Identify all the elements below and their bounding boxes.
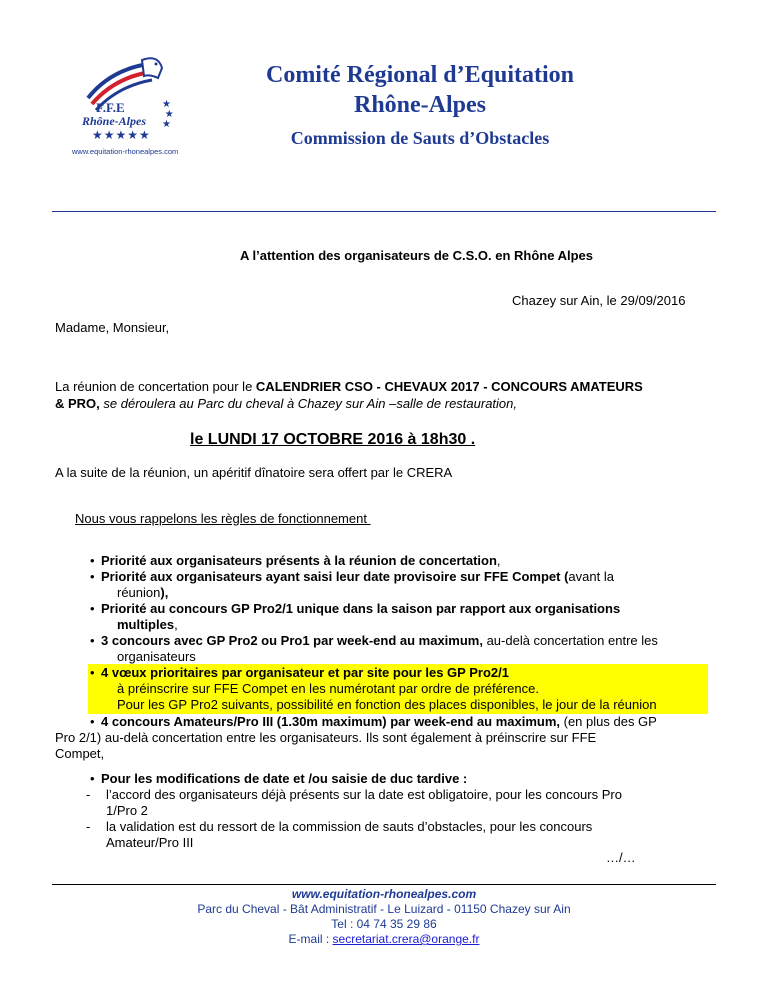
- bullet-icon: •: [90, 714, 95, 729]
- header-divider: [52, 211, 716, 212]
- modif-item-2: [86, 819, 716, 851]
- rule-3-bold: Priorité au concours GP Pro2/1 unique dans la saison par rapport aux organisations: [101, 601, 621, 616]
- dash-icon: -: [86, 787, 91, 802]
- bullet-icon: •: [90, 553, 95, 568]
- rule-1-tail: ,: [496, 553, 501, 568]
- header-title-1: Comité Régional d’Equitation: [265, 62, 574, 88]
- place-date: Chazey sur Ain, le 29/09/2016: [512, 293, 686, 308]
- rule-1: [90, 553, 711, 569]
- rules-heading: Nous vous rappelons les règles de fonctionnement: [75, 511, 371, 526]
- bullet-icon: •: [90, 601, 95, 616]
- modif-heading-text: Pour les modifications de date et /ou saisie de duc tardive :: [101, 771, 468, 786]
- rule-4: [90, 633, 711, 665]
- meeting-date: le LUNDI 17 OCTOBRE 2016 à 18h30 .: [190, 431, 476, 448]
- modif-1-line2: 1/Pro 2: [106, 803, 148, 818]
- rule-4-normal: au-delà concertation entre les: [482, 633, 658, 648]
- header-subtitle: Commission de Sauts d’Obstacles: [290, 128, 550, 148]
- email-link[interactable]: secretariat.crera@orange.fr: [332, 932, 480, 946]
- ffe-logo: [70, 50, 190, 160]
- footer-address: Parc du Cheval - Bât Administratif - Le Luizard - 01150 Chazey sur Ain: [197, 902, 571, 916]
- footer-website: www.equitation-rhonealpes.com: [291, 887, 477, 901]
- rule-5-line2: à préinscrire sur FFE Compet en les numérotant par ordre de préférence.: [117, 681, 539, 696]
- rule-6-line3: Compet,: [55, 746, 105, 761]
- intro-pro: & PRO,: [55, 396, 100, 411]
- bullet-icon: •: [90, 771, 95, 786]
- continued-mark: …/…: [606, 850, 636, 865]
- rule-2: [90, 569, 711, 601]
- footer-email-line: [0, 932, 768, 946]
- region-text: Rhône-Alpes: [82, 114, 147, 128]
- logo-url: www.equitation-rhonealpes.com: [72, 147, 179, 156]
- rule-2-line2-bold: ),: [160, 585, 169, 600]
- salutation: Madame, Monsieur,: [55, 320, 170, 335]
- rule-2-bold: Priorité aux organisateurs ayant saisi leur date provisoire sur FFE Compet (: [101, 569, 569, 584]
- rule-6: [55, 714, 721, 762]
- aperitif-line: A la suite de la réunion, un apéritif dînatoire sera offert par le CRERA: [55, 465, 453, 480]
- footer-divider: [52, 884, 716, 885]
- rule-3-line2: ,: [174, 617, 178, 632]
- modif-2-line2: Amateur/Pro III: [106, 835, 194, 850]
- rule-5-bold: 4 vœux prioritaires par organisateur et par site pour les GP Pro2/1: [101, 665, 509, 680]
- stars-icon: ★★★★★: [92, 128, 151, 142]
- footer-tel: Tel : 04 74 35 29 86: [331, 917, 437, 931]
- rule-2-normal: avant la: [568, 569, 614, 584]
- modif-item-1: [86, 787, 716, 819]
- email-label: E-mail :: [288, 932, 333, 946]
- header-title-2: Rhône-Alpes: [353, 92, 486, 118]
- rule-3-line2-bold: multiples: [117, 617, 175, 632]
- bullet-icon: •: [90, 633, 95, 648]
- intro-calendar: CALENDRIER CSO - CHEVAUX 2017 - CONCOURS AMATEURS: [255, 379, 643, 394]
- rule-6-bold: 4 concours Amateurs/Pro III (1.30m maximum) par week-end au maximum,: [101, 714, 561, 729]
- rule-5: [90, 665, 711, 713]
- bullet-icon: •: [90, 665, 95, 680]
- intro-text: La réunion de concertation pour le: [55, 379, 256, 394]
- ffe-text: F.F.E: [96, 100, 125, 115]
- rule-4-bold: 3 concours avec GP Pro2 ou Pro1 par week-end au maximum,: [101, 633, 483, 648]
- intro-paragraph: [55, 378, 715, 412]
- rule-6-line2: Pro 2/1) au-delà concertation entre les organisateurs. Ils sont également à préinscrire sur FFE: [55, 730, 597, 745]
- rule-2-line2: réunion: [117, 585, 161, 600]
- bullet-icon: •: [90, 569, 95, 584]
- rule-1-bold: Priorité aux organisateurs présents à la réunion de concertation: [101, 553, 497, 568]
- rule-6-normal: (en plus des GP: [560, 714, 657, 729]
- intro-location: se déroulera au Parc du cheval à Chazey sur Ain –salle de restauration,: [99, 396, 517, 411]
- modif-1-line1: l’accord des organisateurs déjà présents sur la date est obligatoire, pour les concours Pro: [106, 787, 622, 802]
- dash-icon: -: [86, 819, 91, 834]
- rule-4-line2: organisateurs: [117, 649, 196, 664]
- rule-3: [90, 601, 711, 633]
- stars-side-icon: ★ ★ ★: [162, 99, 174, 130]
- modif-2-line1: la validation est du ressort de la commission de sauts d’obstacles, pour les concours: [106, 819, 593, 834]
- rule-5-line3: Pour les GP Pro2 suivants, possibilité en fonction des places disponibles, le jour de la réunion: [117, 697, 657, 712]
- attention-line: A l’attention des organisateurs de C.S.O. en Rhône Alpes: [240, 248, 593, 263]
- modif-heading: [90, 771, 711, 787]
